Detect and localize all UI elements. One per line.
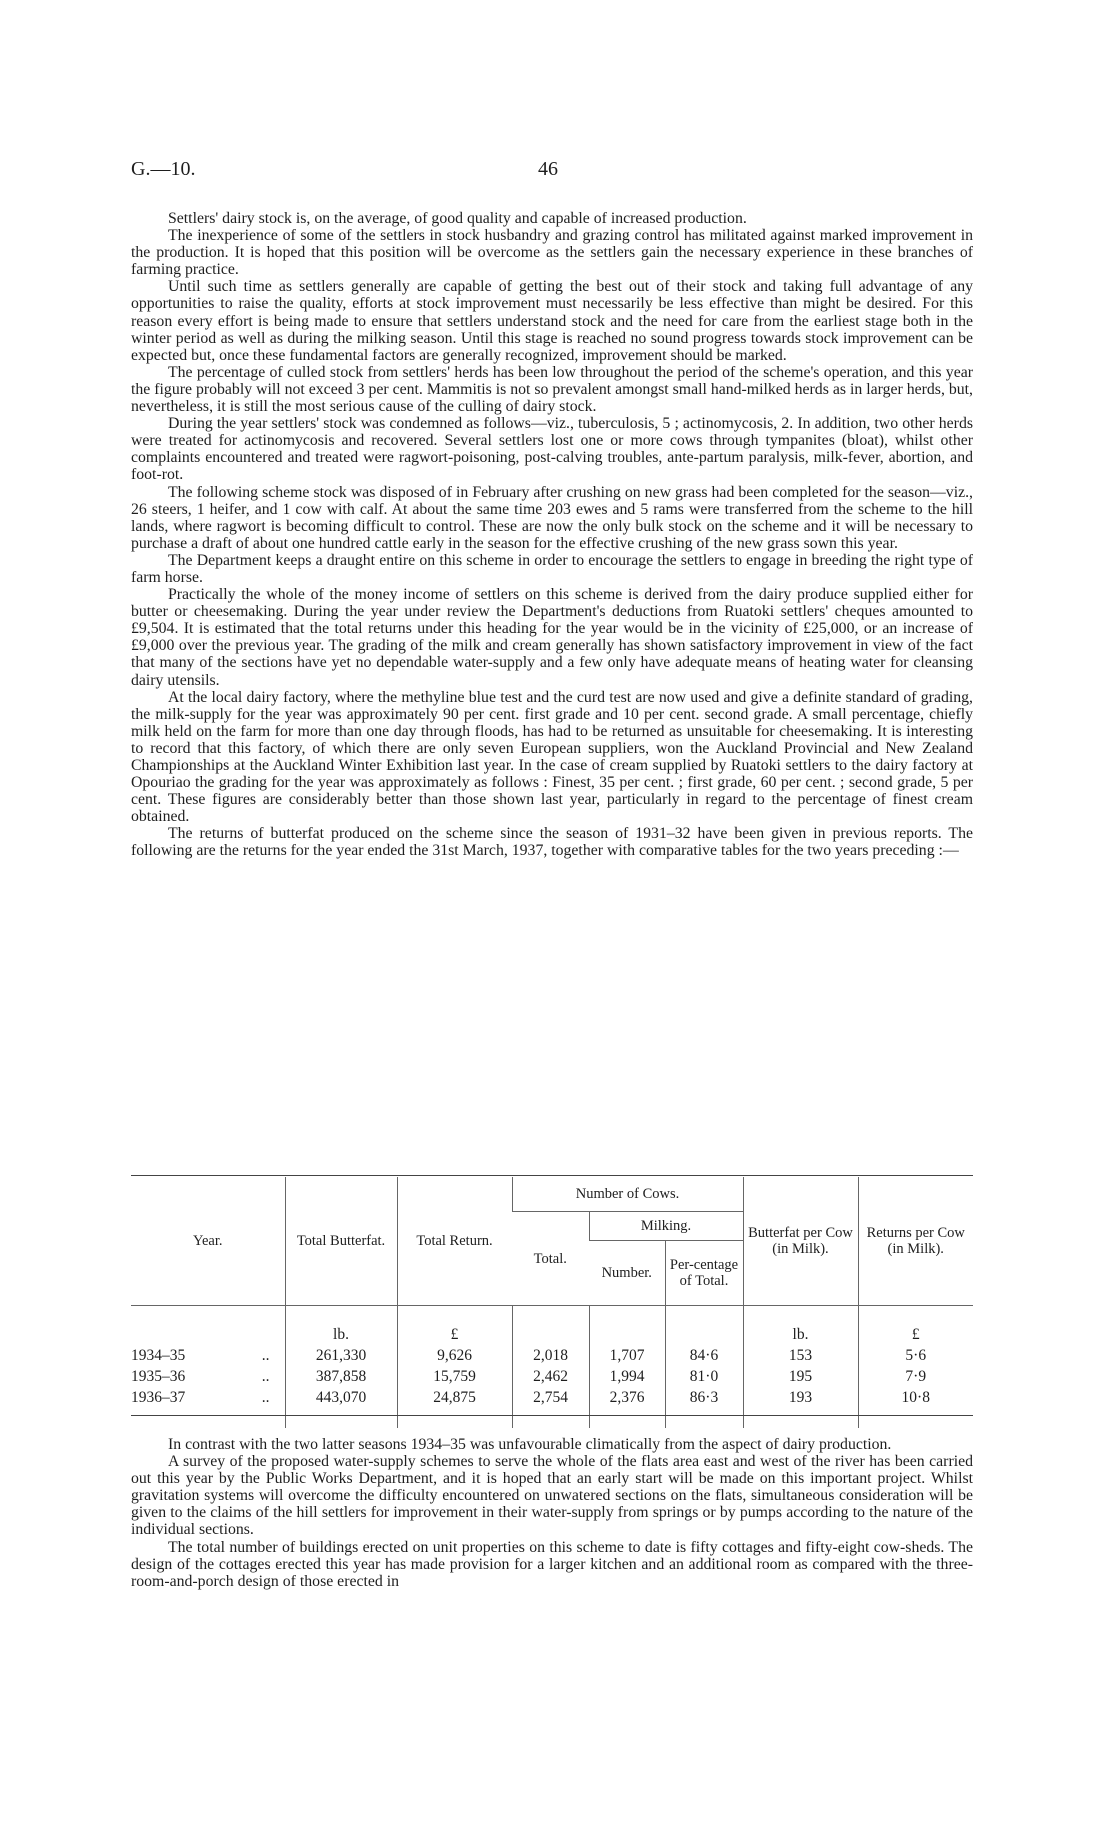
row-year: 1934–35 <box>131 1346 186 1364</box>
row-butterfat: 443,070 <box>285 1387 397 1428</box>
paragraph: At the local dairy factory, where the methyline blue test and the curd test are now used and give a definite standard of grading, the milk-supply for the year was approximately 90 per cent. first grade and 10 per cent. second grade. A small percentage, chiefly milk held on the farm for more than one day through floods, has had to be returned as unsuitable for cheesemaking. It is interesting to record that this factory, of which there are only seven European suppliers, won the Auckland Provincial and New Zealand Championships at the Auckland Winter Exhibition last year. In the case of cream supplied by Ruatoki settlers to the dairy factory at Opouriao the grading for the year was approximately as follows : Finest, 35 per cent. ; first grade, 60 per cent. ; second grade, 5 per cent. These figures are considerably better than those shown last year, particularly in regard to the percentage of finest cream obtained. <box>131 688 973 826</box>
paragraph: The inexperience of some of the settlers in stock husbandry and grazing control has militated against marked improvement in the production. It is hoped that this position will be overcome as the settlers gain the necessary experience in these branches of farming practice. <box>131 227 973 279</box>
unit-returns-per-cow: £ <box>858 1306 973 1346</box>
table-row <box>131 1387 973 1428</box>
table-top-rule <box>131 1175 973 1176</box>
row-year: 1935–36 <box>131 1367 186 1385</box>
paragraph: The Department keeps a draught entire on this scheme in order to encourage the settlers to engage in breeding the right type of farm horse. <box>131 551 973 586</box>
unit-butterfat: lb. <box>285 1306 397 1346</box>
row-returns-per-cow: 10·8 <box>858 1387 973 1428</box>
header-total-return: Total Return. <box>397 1177 512 1306</box>
paragraph: The returns of butterfat produced on the scheme since the season of 1931–32 have been given in previous reports. The following are the returns for the year ended the 31st March, 1937, together with comparative tables for the two years preceding :— <box>131 825 973 860</box>
row-year: 1936–37 <box>131 1388 186 1406</box>
header-number: Number. <box>589 1241 665 1306</box>
document-reference: G.—10. <box>131 158 196 180</box>
row-return: 24,875 <box>397 1387 512 1428</box>
paragraph: Practically the whole of the money income of settlers on this scheme is derived from the dairy produce supplied either for butter or cheesemaking. During the year under review the Department's deductions from Ruatoki settlers' cheques amounted to £9,504. It is estimated that the total returns under this heading for the year would be in the vicinity of £25,000, or an increase of £9,000 over the previous year. The grading of the milk and cream generally has shown satisfactory improvement in view of the fact that many of the sections have yet no dependable water-supply and a few only have adequate means of heating water for cleansing dairy utensils. <box>131 586 973 689</box>
row-butterfat-per-cow: 195 <box>743 1366 858 1387</box>
row-number: 1,994 <box>589 1366 665 1387</box>
row-percentage: 81·0 <box>665 1366 743 1387</box>
row-percentage: 84·6 <box>665 1345 743 1366</box>
row-butterfat-per-cow: 193 <box>743 1387 858 1428</box>
paragraph: During the year settlers' stock was condemned as follows—viz., tuberculosis, 5 ; actinomycosis, 2. In addition, two other herds were treated for actinomycosis and recovered. Several settlers lost one or more cows through tympanites (bloat), whilst other complaints encountered and treated were ragwort-poisoning, post-calving troubles, ante-partum paralysis, milk-fever, abortion, and foot-rot. <box>131 415 973 484</box>
paragraph: The total number of buildings erected on unit properties on this scheme to date is fifty cottages and fifty-eight cow-sheds. The design of the cottages erected this year has made provision for a larger kitchen and an additional room as compared with the three-room-and-porch design of those erected in <box>131 1538 973 1590</box>
page-number: 46 <box>538 158 558 180</box>
header-number-of-cows: Number of Cows. <box>512 1177 743 1212</box>
paragraph: A survey of the proposed water-supply schemes to serve the whole of the flats area east and west of the river has been carried out this year by the Public Works Department, and it is hoped that an early start will be made on this important project. Whilst gravitation systems will overcome the difficulty encountered on unwatered sections on the flats, simultaneous consideration will be given to the claims of the hill settlers for improvement in their water-supply from springs or by pumps according to the nature of the individual sections. <box>131 1453 973 1539</box>
row-returns-per-cow: 5·6 <box>858 1345 973 1366</box>
leader-dots: .. <box>261 1367 270 1385</box>
row-number: 1,707 <box>589 1345 665 1366</box>
unit-butterfat-per-cow: lb. <box>743 1306 858 1346</box>
units-row <box>131 1306 973 1346</box>
row-butterfat-per-cow: 153 <box>743 1345 858 1366</box>
header-year: Year. <box>131 1177 285 1306</box>
body-text-bottom <box>131 1436 973 1590</box>
leader-dots: .. <box>261 1346 270 1364</box>
header-total: Total. <box>512 1212 589 1306</box>
row-return: 15,759 <box>397 1366 512 1387</box>
paragraph: Until such time as settlers generally are capable of getting the best out of their stock and taking full advantage of any opportunities to raise the quality, efforts at stock improvement must necessarily be less effective than might be desired. For this reason every effort is being made to ensure that settlers understand stock and the need for care from the earliest stage both in the winter period as well as during the milking season. Until this stage is reached no sound progress towards stock improvement can be expected but, once these fundamental factors are generally recognized, improvement should be marked. <box>131 278 973 364</box>
row-total: 2,754 <box>512 1387 589 1428</box>
paragraph: The percentage of culled stock from settlers' herds has been low throughout the period of the scheme's operation, and this year the figure probably will not exceed 3 per cent. Mammitis is not so prevalent amongst small hand-milked herds as in larger herds, but, nevertheless, it is still the most serious cause of the culling of dairy stock. <box>131 363 973 416</box>
header-total-butterfat: Total Butterfat. <box>285 1177 397 1306</box>
table-bottom-rule <box>131 1415 973 1416</box>
header-butterfat-per-cow: Butterfat per Cow (in Milk). <box>743 1177 858 1306</box>
body-text-top <box>131 210 973 860</box>
butterfat-returns-table <box>131 1177 973 1428</box>
table-row <box>131 1345 973 1366</box>
row-butterfat: 387,858 <box>285 1366 397 1387</box>
row-returns-per-cow: 7·9 <box>858 1366 973 1387</box>
unit-return: £ <box>397 1306 512 1346</box>
leader-dots: .. <box>261 1388 270 1406</box>
table-row <box>131 1366 973 1387</box>
row-percentage: 86·3 <box>665 1387 743 1428</box>
row-total: 2,018 <box>512 1345 589 1366</box>
row-return: 9,626 <box>397 1345 512 1366</box>
row-butterfat: 261,330 <box>285 1345 397 1366</box>
page-header <box>0 158 1114 190</box>
header-percentage: Per-centage of Total. <box>665 1241 743 1306</box>
paragraph: The following scheme stock was disposed of in February after crushing on new grass had been completed for the season—viz., 26 steers, 1 heifer, and 1 cow with calf. At about the same time 203 ewes and 5 rams were transferred from the scheme to the hill lands, where ragwort is becoming difficult to control. These are now the only bulk stock on the scheme and it will be necessary to purchase a draft of about one hundred cattle early in the season for the effective crushing of the new grass sown this year. <box>131 483 973 552</box>
paragraph: In contrast with the two latter seasons 1934–35 was unfavourable climatically from the aspect of dairy production. <box>168 1436 892 1453</box>
paragraph: Settlers' dairy stock is, on the average, of good quality and capable of increased production. <box>168 210 747 227</box>
row-number: 2,376 <box>589 1387 665 1428</box>
row-total: 2,462 <box>512 1366 589 1387</box>
header-returns-per-cow: Returns per Cow (in Milk). <box>858 1177 973 1306</box>
header-milking: Milking. <box>589 1212 743 1241</box>
